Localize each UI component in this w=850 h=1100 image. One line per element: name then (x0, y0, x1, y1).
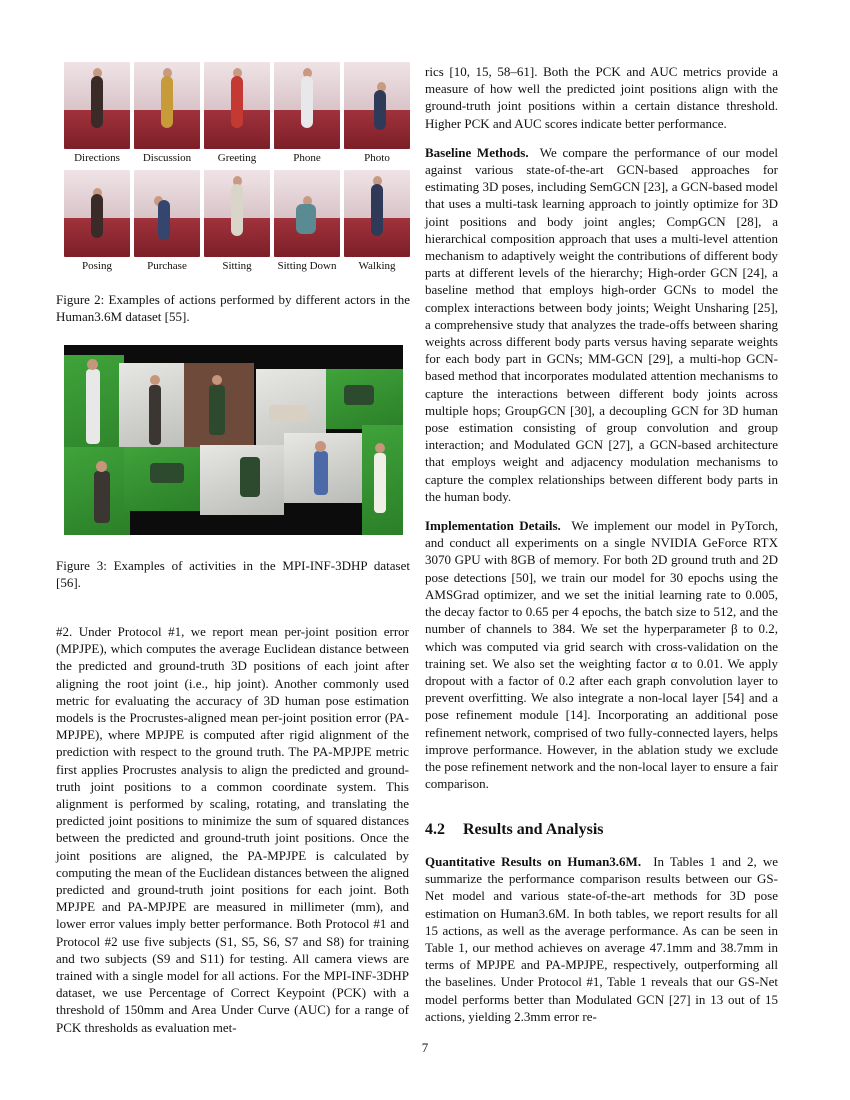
thumb-purchase (134, 170, 200, 273)
left-body-paragraph: #2. Under Protocol #1, we report mean per-joint position error (MPJPE), which computes the average Euclidean distance between the predicted and ground-truth 3D positions of each joint after aligning the root joint (i.e., hip joint). Another commonly used metric for evaluating the accuracy of 3D human pose estimation models is the Procrustes-aligned mean per-joint position error (PA-MPJPE), where MPJPE is computed after rigid alignment of the prediction with respect to the ground truth. The PA-MPJPE metric first applies Procrustes analysis to align the predicted and ground-truth joint positions to a common coordinate system. This alignment is performed by scaling, rotating, and translating the predicted joint positions to minimize the sum of squared distances between the predicted and ground-truth joint positions. Once the joint positions are aligned, the PA-MPJPE is calculated by computing the mean of the Euclidean distances between the aligned predicted and ground-truth joint positions for each joint. Both MPJPE and PA-MPJPE are measured in millimeter (mm), and lower error values imply better performance. Both Protocol #1 and Protocol #2 use five subjects (S1, S5, S6, S7 and S8) for training and two subjects (S9 and S11) for testing. All camera views are trained with a single model for all actions. For the MPI-INF-3DHP dataset, we use Percentage of Correct Keypoint (PCK) with a threshold of 150mm and Area Under Curve (AUC) for a range of PCK thresholds as evaluation met- (56, 624, 409, 1035)
metrics-paragraph: rics [10, 15, 58–61]. Both the PCK and AUC metrics provide a measure of how well the predicted joint positions align with the ground-truth joint positions within a certain distance threshold. Higher PCK and AUC scores indicate better performance. (425, 64, 778, 131)
baseline-heading: Baseline Methods. (425, 144, 529, 160)
thumb-label: Posing (82, 260, 112, 272)
right-column (425, 63, 778, 792)
thumb-directions (64, 62, 130, 165)
thumb-posing (64, 170, 130, 273)
thumb-sitting-down (274, 170, 340, 273)
page-number: 7 (421, 1040, 429, 1055)
thumb-label: Discussion (142, 152, 192, 164)
implementation-paragraph (425, 517, 778, 792)
implementation-text: We implement our model in PyTorch, and conduct all experiments on a single NVIDIA GeForce RTX 3070 GPU with 8GB of memory. For both 2D ground truth and 2D pose detections [50], we train our model for 30 epochs using the AMSGrad optimizer, and we set the initial learning rate to 0.005, the decay factor to 0.65 per 4 epochs, the batch size to 512, and the number of channels to 384. We set the hyperparameter β to 0.2, which was computed via grid search with cross-validation on the training set. We also set the weighting factor α to 0.01. We apply dropout with a factor of 0.2 after each graph convolution layer to prevent overfitting. We also integrate a non-local layer [54] and a pose refinement module [14]. Incorporating an additional pose refinement network, comprised of two fully-connected layers, helps improve performance. However, in the ablation study we exclude the pose refinement network and the non-local layer to ensure a fair comparison. (425, 518, 779, 792)
quantitative-section (425, 853, 778, 1025)
implementation-heading: Implementation Details. (425, 518, 561, 534)
thumb-label: Sitting Down (277, 260, 337, 272)
figure3-collage (64, 345, 403, 535)
figure2-row1 (64, 62, 410, 165)
quantitative-text: In Tables 1 and 2, we summarize the performance comparison results between our GS-Net model and various state-of-the-art methods for 3D pose estimation on Human3.6M. In both tables, we report results for all 15 actions, as well as the average performance. As can be seen in Table 1, our method achieves on average 47.1mm and 38.7mm in terms of MPJPE and PA-MPJPE, respectively, outperforming all the baselines. Under Protocol #1, Table 1 reveals that our GS-Net model performs better than Modulated GCN [27] in 13 out of 15 actions, yielding 2.3mm error re- (425, 854, 779, 1024)
figure3-caption: Figure 3: Examples of activities in the MPI-INF-3DHP dataset [56]. (56, 558, 410, 591)
figure2-caption: Figure 2: Examples of actions performed by different actors in the Human3.6M dataset [55]. (56, 292, 410, 325)
section-heading (425, 821, 604, 839)
quantitative-paragraph (425, 853, 778, 1025)
thumb-label: Photo (364, 152, 390, 164)
thumb-label: Sitting (222, 260, 252, 272)
thumb-label: Walking (358, 260, 396, 272)
thumb-label: Greeting (217, 152, 257, 164)
thumb-walking (344, 170, 410, 273)
left-column (56, 623, 409, 1036)
thumb-phone (274, 62, 340, 165)
baseline-text: We compare the performance of our model against various state-of-the-art GCN-based approaches for estimating 3D poses, including SemGCN [23], a GCN-based model that uses a multi-task learning approach to jointly optimize for 3D joint positions and body joint angles; CompGCN [28], a hierarchical composition approach that uses a multi-level attention mechanism to adaptively weight the contributions of different body parts at different levels of the hierarchy; High-order GCN [24], a baseline method that employs high-order GCNs to model the complex interactions between body joints; Weight Unsharing [25], a comprehensive study that analyzes the trade-offs between sharing weights across different body parts versus having separate weights for each body part in GCNs; MM-GCN [29], a multi-hop GCN-based method that incorporates modulated attention mechanisms to capture the interactions between different body joints across multiple hops; GroupGCN [30], a decoupling GCN for 3D human pose estimation consisting of group convolution and group interaction; and Modulated GCN [27], a GCN-based architecture that employs weight and adjacency modulation mechanisms to capture the complex relationships between different body parts in the human body. (425, 144, 778, 504)
figure2-row2 (64, 170, 410, 273)
thumb-label: Purchase (147, 260, 187, 272)
thumb-label: Directions (74, 152, 120, 164)
thumb-label: Phone (293, 152, 321, 164)
quantitative-heading: Quantitative Results on Human3.6M. (425, 854, 642, 869)
thumb-photo (344, 62, 410, 165)
thumb-sitting (204, 170, 270, 273)
section-number: 4.2 (425, 821, 445, 838)
thumb-greeting (204, 62, 270, 165)
section-title: Results and Analysis (463, 821, 604, 838)
thumb-discussion (134, 62, 200, 165)
baseline-paragraph (425, 144, 778, 505)
